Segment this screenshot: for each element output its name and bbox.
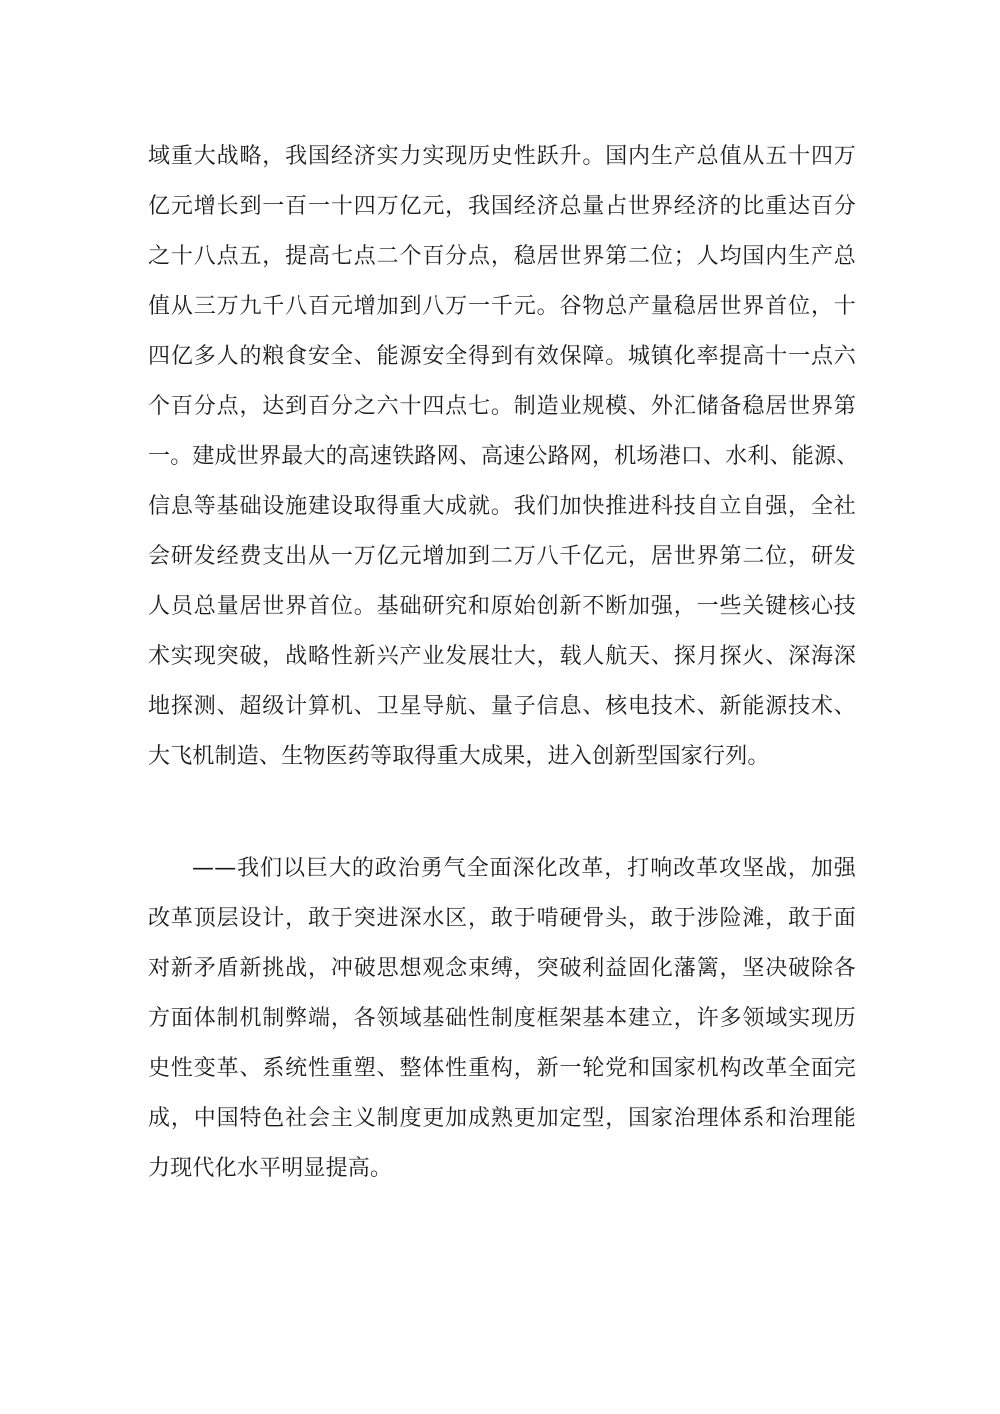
text-line: 域重大战略，我国经济实力实现历史性跃升。国内生产总值从五十四万 (148, 144, 856, 169)
text-line: 会研发经费支出从一万亿元增加到二万八千亿元，居世界第二位，研发 (148, 544, 856, 569)
text-line: ——我们以巨大的政治勇气全面深化改革，打响改革攻坚战，加强 (192, 856, 856, 881)
text-line: 信息等基础设施建设取得重大成就。我们加快推进科技自立自强，全社 (148, 494, 856, 519)
text-line: 亿元增长到一百一十四万亿元，我国经济总量占世界经济的比重达百分 (148, 194, 856, 219)
text-line: 对新矛盾新挑战，冲破思想观念束缚，突破利益固化藩篱，坚决破除各 (148, 956, 856, 981)
text-line: 个百分点，达到百分之六十四点七。制造业规模、外汇储备稳居世界第 (148, 394, 856, 419)
text-line: 地探测、超级计算机、卫星导航、量子信息、核电技术、新能源技术、 (148, 694, 856, 719)
paragraph-economic-achievements (148, 132, 859, 782)
paragraph-reform (148, 844, 856, 1194)
text-line: 之十八点五，提高七点二个百分点，稳居世界第二位；人均国内生产总 (148, 244, 856, 269)
text-line: 大飞机制造、生物医药等取得重大成果，进入创新型国家行列。 (148, 744, 770, 769)
text-line: 四亿多人的粮食安全、能源安全得到有效保障。城镇化率提高十一点六 (148, 344, 856, 369)
text-line: 人员总量居世界首位。基础研究和原始创新不断加强，一些关键核心技 (148, 594, 856, 619)
text-line: 方面体制机制弊端，各领域基础性制度框架基本建立，许多领域实现历 (148, 1006, 856, 1031)
text-line: 史性变革、系统性重塑、整体性重构，新一轮党和国家机构改革全面完 (148, 1056, 856, 1081)
text-line: 改革顶层设计，敢于突进深水区，敢于啃硬骨头，敢于涉险滩，敢于面 (148, 906, 856, 931)
text-line: 值从三万九千八百元增加到八万一千元。谷物总产量稳居世界首位，十 (148, 294, 856, 319)
text-line: 力现代化水平明显提高。 (148, 1156, 393, 1181)
text-line: 一。建成世界最大的高速铁路网、高速公路网，机场港口、水利、能源、 (148, 444, 859, 469)
text-line: 成，中国特色社会主义制度更加成熟更加定型，国家治理体系和治理能 (148, 1106, 856, 1131)
text-line: 术实现突破，战略性新兴产业发展壮大，载人航天、探月探火、深海深 (148, 644, 856, 669)
